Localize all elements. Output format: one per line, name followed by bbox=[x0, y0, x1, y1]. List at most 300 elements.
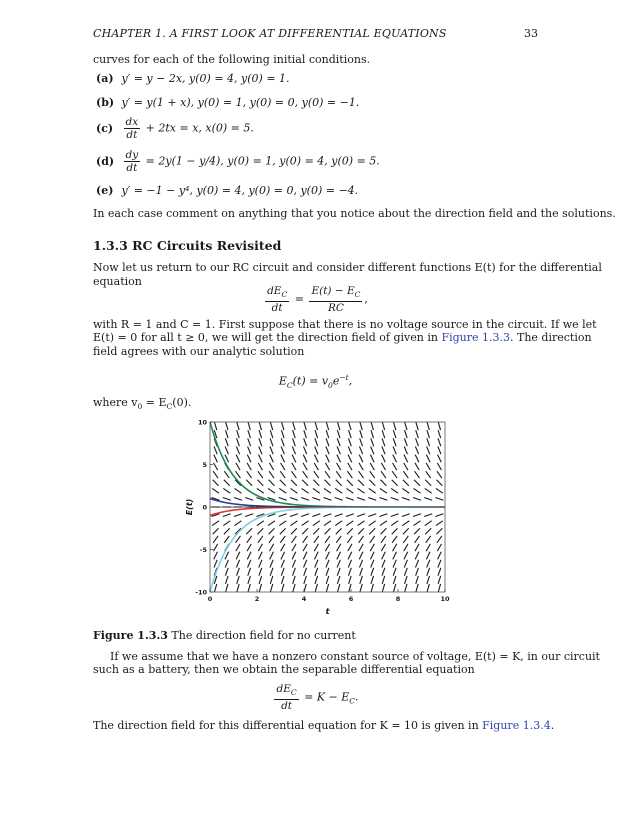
field-arrow bbox=[214, 552, 218, 560]
field-arrow bbox=[214, 455, 218, 463]
field-arrow bbox=[301, 498, 309, 501]
field-arrow bbox=[438, 552, 442, 560]
field-arrow bbox=[379, 498, 387, 501]
paragraph-line: E(t) = 0 for all t ≥ 0, we will get the direction field of given in Figure 1.3.3. The direction bbox=[93, 331, 592, 344]
field-arrow bbox=[369, 488, 376, 493]
exercise-text: y′ = y − 2x, y(0) = 4, y(0) = 1. bbox=[121, 72, 290, 85]
field-arrow bbox=[393, 584, 395, 592]
field-arrow bbox=[292, 552, 296, 560]
field-arrow bbox=[404, 455, 408, 463]
field-arrow bbox=[279, 498, 287, 501]
field-arrow bbox=[415, 552, 419, 560]
field-arrow bbox=[223, 488, 230, 493]
field-arrow bbox=[414, 521, 421, 526]
field-arrow bbox=[248, 438, 251, 446]
field-arrow bbox=[304, 576, 307, 584]
exercise-label: (b) bbox=[96, 96, 115, 109]
field-arrow bbox=[427, 446, 430, 454]
field-arrow bbox=[303, 544, 307, 551]
field-arrow bbox=[302, 480, 308, 486]
paragraph-line: If we assume that we have a nonzero constant source of voltage, E(t) = K, in our circuit bbox=[110, 650, 600, 663]
field-arrow bbox=[292, 568, 295, 576]
field-arrow bbox=[312, 498, 320, 501]
field-arrow bbox=[246, 480, 252, 486]
field-arrow bbox=[337, 576, 340, 584]
field-arrow bbox=[382, 446, 385, 454]
field-arrow bbox=[371, 576, 374, 584]
field-arrow bbox=[435, 498, 443, 501]
field-arrow bbox=[212, 521, 219, 526]
field-arrow bbox=[415, 560, 418, 568]
field-arrow bbox=[337, 446, 340, 454]
field-arrow bbox=[368, 514, 376, 517]
field-arrow bbox=[425, 521, 432, 526]
field-arrow bbox=[224, 528, 230, 534]
field-arrow bbox=[258, 463, 262, 470]
fraction-denominator: dt bbox=[126, 162, 138, 174]
field-arrow bbox=[371, 568, 374, 576]
field-arrow bbox=[293, 584, 295, 592]
field-arrow bbox=[348, 463, 352, 470]
field-arrow bbox=[237, 430, 240, 438]
field-arrow bbox=[369, 480, 375, 486]
x-tick-label: 6 bbox=[348, 595, 354, 603]
field-arrow bbox=[402, 514, 410, 517]
field-arrow bbox=[437, 471, 442, 478]
field-arrow bbox=[404, 544, 408, 551]
field-arrow bbox=[425, 480, 431, 486]
field-arrow bbox=[393, 576, 396, 584]
field-arrow bbox=[337, 463, 341, 470]
field-arrow bbox=[357, 514, 365, 517]
field-arrow bbox=[223, 498, 231, 501]
field-arrow bbox=[281, 463, 285, 470]
field-arrow bbox=[427, 422, 429, 430]
field-arrow bbox=[360, 430, 363, 438]
field-arrow bbox=[258, 471, 263, 478]
exercise-text: y′ = −1 − y⁴, y(0) = 4, y(0) = 0, y(0) = −4. bbox=[121, 184, 359, 197]
field-arrow bbox=[359, 455, 363, 463]
field-arrow bbox=[348, 552, 352, 560]
field-arrow bbox=[393, 422, 395, 430]
field-arrow bbox=[425, 488, 432, 493]
field-arrow bbox=[225, 438, 228, 446]
y-tick-label: -5 bbox=[199, 545, 207, 554]
field-arrow bbox=[371, 584, 373, 592]
field-arrow bbox=[236, 544, 240, 551]
field-arrow bbox=[325, 544, 329, 551]
field-arrow bbox=[438, 422, 440, 430]
y-tick-label: -10 bbox=[195, 588, 207, 597]
field-arrow bbox=[235, 488, 242, 493]
field-arrow bbox=[325, 528, 331, 534]
field-arrow bbox=[213, 480, 219, 486]
field-arrow bbox=[370, 536, 375, 543]
field-arrow bbox=[281, 438, 284, 446]
field-arrow bbox=[248, 422, 250, 430]
field-arrow bbox=[225, 430, 228, 438]
field-arrow bbox=[326, 430, 329, 438]
field-arrow bbox=[236, 560, 239, 568]
field-arrow bbox=[259, 552, 263, 560]
field-arrow bbox=[248, 584, 250, 592]
field-arrow bbox=[280, 480, 286, 486]
field-arrow bbox=[247, 471, 252, 478]
x-tick-label: 10 bbox=[440, 595, 450, 603]
field-arrow bbox=[270, 446, 273, 454]
field-arrow bbox=[325, 480, 331, 486]
field-arrow bbox=[303, 455, 307, 463]
field-arrow bbox=[370, 455, 374, 463]
field-arrow bbox=[404, 438, 407, 446]
field-arrow bbox=[358, 521, 365, 526]
field-arrow bbox=[391, 521, 398, 526]
field-arrow bbox=[404, 552, 408, 560]
field-arrow bbox=[304, 438, 307, 446]
paragraph-line: with R = 1 and C = 1. First suppose that there is no voltage source in the circuit. If we let bbox=[93, 318, 597, 331]
field-arrow bbox=[304, 560, 307, 568]
field-arrow bbox=[292, 560, 295, 568]
field-arrow bbox=[337, 560, 340, 568]
field-arrow bbox=[312, 514, 320, 517]
field-arrow bbox=[382, 576, 385, 584]
field-arrow bbox=[369, 528, 375, 534]
fraction-numerator: $E(t) - E_C$ bbox=[309, 285, 362, 302]
field-arrow bbox=[213, 536, 218, 543]
field-arrow bbox=[436, 528, 442, 534]
field-arrow bbox=[381, 536, 386, 543]
field-arrow bbox=[292, 544, 296, 551]
field-arrow bbox=[382, 560, 385, 568]
field-arrow bbox=[314, 471, 319, 478]
field-arrow bbox=[371, 560, 374, 568]
field-arrow bbox=[349, 422, 351, 430]
field-arrow bbox=[380, 521, 387, 526]
field-arrow bbox=[427, 438, 430, 446]
field-arrow bbox=[348, 446, 351, 454]
field-arrow bbox=[234, 498, 242, 501]
field-arrow bbox=[237, 568, 240, 576]
fraction bbox=[124, 149, 141, 174]
field-arrow bbox=[438, 576, 441, 584]
field-arrow bbox=[426, 455, 430, 463]
fraction-numerator: dx bbox=[125, 116, 139, 128]
field-arrow bbox=[337, 430, 340, 438]
y-axis-label: E(t) bbox=[185, 498, 194, 516]
field-arrow bbox=[313, 521, 320, 526]
field-arrow bbox=[304, 430, 307, 438]
field-arrow bbox=[247, 544, 251, 551]
field-arrow bbox=[405, 576, 408, 584]
field-arrow bbox=[348, 438, 351, 446]
field-arrow bbox=[248, 568, 251, 576]
field-arrow bbox=[324, 514, 332, 517]
field-arrow bbox=[214, 560, 217, 568]
exercise-c bbox=[96, 116, 254, 141]
field-arrow bbox=[270, 584, 272, 592]
field-arrow bbox=[234, 514, 242, 517]
field-arrow bbox=[382, 584, 384, 592]
field-arrow bbox=[282, 422, 284, 430]
field-arrow bbox=[382, 422, 384, 430]
caption-text: The direction field for no current bbox=[171, 629, 356, 642]
field-arrow bbox=[236, 463, 240, 470]
field-arrow bbox=[438, 568, 441, 576]
field-arrow bbox=[325, 463, 329, 470]
field-arrow bbox=[402, 498, 410, 501]
field-arrow bbox=[245, 498, 253, 501]
field-arrow bbox=[290, 498, 298, 501]
field-arrow bbox=[290, 521, 297, 526]
field-arrow bbox=[293, 576, 296, 584]
field-arrow bbox=[313, 480, 319, 486]
field-arrow bbox=[335, 488, 342, 493]
field-arrow bbox=[393, 552, 397, 560]
field-arrow bbox=[281, 446, 284, 454]
field-arrow bbox=[358, 488, 365, 493]
equation-battery: $\frac{dE_C}{dt}$ = $K - E_C$. bbox=[276, 683, 359, 713]
field-arrow bbox=[381, 463, 385, 470]
field-arrow bbox=[291, 536, 296, 543]
field-arrow bbox=[292, 446, 295, 454]
field-arrow bbox=[426, 552, 430, 560]
field-arrow bbox=[368, 498, 376, 501]
exercise-text: + 2tx = x, x(0) = 5. bbox=[145, 121, 254, 135]
field-arrow bbox=[335, 521, 342, 526]
field-arrow bbox=[416, 584, 418, 592]
field-arrow bbox=[303, 536, 308, 543]
field-arrow bbox=[371, 422, 373, 430]
field-arrow bbox=[379, 514, 387, 517]
field-arrow bbox=[436, 521, 443, 526]
field-arrow bbox=[349, 576, 352, 584]
field-arrow bbox=[248, 560, 251, 568]
field-arrow bbox=[281, 430, 284, 438]
field-arrow bbox=[416, 422, 418, 430]
field-arrow bbox=[382, 430, 385, 438]
field-arrow bbox=[248, 430, 251, 438]
field-arrow bbox=[326, 455, 330, 463]
fraction-numerator: $dE_C$ bbox=[265, 285, 289, 302]
field-arrow bbox=[303, 471, 308, 478]
field-arrow bbox=[347, 528, 353, 534]
field-arrow bbox=[292, 463, 296, 470]
field-arrow bbox=[438, 584, 440, 592]
field-arrow bbox=[360, 584, 362, 592]
field-arrow bbox=[438, 430, 441, 438]
field-arrow bbox=[214, 422, 216, 430]
exercise-label: (c) bbox=[96, 121, 114, 135]
field-arrow bbox=[438, 446, 441, 454]
field-arrow bbox=[392, 536, 397, 543]
field-arrow bbox=[247, 536, 252, 543]
field-arrow bbox=[360, 576, 363, 584]
field-arrow bbox=[247, 552, 251, 560]
field-arrow bbox=[336, 471, 341, 478]
field-arrow bbox=[258, 544, 262, 551]
field-arrow bbox=[326, 446, 329, 454]
field-arrow bbox=[269, 528, 275, 534]
field-arrow bbox=[415, 455, 419, 463]
field-arrow bbox=[415, 446, 418, 454]
comment-line: In each case comment on anything that you notice about the direction field and the solutions. bbox=[93, 207, 616, 220]
field-arrow bbox=[259, 568, 262, 576]
field-arrow bbox=[290, 514, 298, 517]
field-arrow bbox=[226, 584, 228, 592]
field-arrow bbox=[302, 488, 309, 493]
field-arrow bbox=[304, 446, 307, 454]
field-arrow bbox=[359, 463, 363, 470]
field-arrow bbox=[281, 544, 285, 551]
field-arrow bbox=[282, 584, 284, 592]
field-arrow bbox=[393, 438, 396, 446]
paragraph-line: equation bbox=[93, 275, 142, 288]
field-arrow bbox=[302, 528, 308, 534]
field-arrow bbox=[403, 471, 408, 478]
field-arrow bbox=[426, 463, 430, 470]
field-arrow bbox=[336, 528, 342, 534]
equation-rc: $\frac{dE_C}{dt}$ = $\frac{E(t) - E_C}{RC}$ , bbox=[267, 285, 368, 315]
field-arrow bbox=[259, 422, 261, 430]
section-title: 1.3.3 RC Circuits Revisited bbox=[93, 238, 282, 253]
field-arrow bbox=[414, 480, 420, 486]
field-arrow bbox=[236, 446, 239, 454]
field-arrow bbox=[314, 463, 318, 470]
field-arrow bbox=[359, 560, 362, 568]
field-arrow bbox=[360, 568, 363, 576]
field-arrow bbox=[415, 536, 420, 543]
field-arrow bbox=[291, 471, 296, 478]
field-arrow bbox=[424, 498, 432, 501]
field-arrow bbox=[225, 552, 229, 560]
field-arrow bbox=[225, 455, 229, 463]
field-arrow bbox=[281, 560, 284, 568]
field-arrow bbox=[393, 446, 396, 454]
chart-axes bbox=[185, 418, 450, 616]
field-arrow bbox=[315, 576, 318, 584]
field-arrow bbox=[415, 463, 419, 470]
field-arrow bbox=[347, 480, 353, 486]
field-arrow bbox=[324, 498, 332, 501]
field-arrow bbox=[382, 552, 386, 560]
where-line: where $v_0 = E_C(0)$. bbox=[93, 396, 192, 412]
field-arrow bbox=[223, 521, 230, 526]
field-arrow bbox=[235, 521, 242, 526]
field-arrow bbox=[371, 438, 374, 446]
field-arrow bbox=[293, 422, 295, 430]
field-arrow bbox=[326, 438, 329, 446]
field-arrow bbox=[247, 455, 251, 463]
field-arrow bbox=[369, 521, 376, 526]
field-arrow bbox=[303, 463, 307, 470]
exercise-label: (e) bbox=[96, 184, 114, 197]
field-arrow bbox=[403, 528, 409, 534]
field-arrow bbox=[269, 544, 273, 551]
field-arrow bbox=[427, 430, 430, 438]
field-arrow bbox=[257, 488, 264, 493]
field-arrow bbox=[280, 528, 286, 534]
figure-caption bbox=[93, 629, 356, 643]
field-arrow bbox=[315, 568, 318, 576]
field-arrow bbox=[259, 576, 262, 584]
field-arrow bbox=[382, 438, 385, 446]
field-arrow bbox=[370, 544, 374, 551]
field-arrow bbox=[402, 521, 409, 526]
field-arrow bbox=[438, 560, 441, 568]
field-arrow bbox=[335, 514, 343, 517]
field-arrow bbox=[426, 471, 431, 478]
field-arrow bbox=[381, 471, 386, 478]
field-arrow bbox=[257, 521, 264, 526]
exercise-text: = 2y(1 − y/4), y(0) = 1, y(0) = 4, y(0) = 5. bbox=[145, 154, 380, 168]
field-arrow bbox=[393, 430, 396, 438]
y-tick-label: 10 bbox=[197, 418, 207, 427]
field-arrow bbox=[415, 544, 419, 551]
field-arrow bbox=[326, 584, 328, 592]
field-arrow bbox=[315, 422, 317, 430]
field-arrow bbox=[346, 521, 353, 526]
field-arrow bbox=[314, 552, 318, 560]
field-arrow bbox=[405, 584, 407, 592]
field-arrow bbox=[224, 536, 229, 543]
field-arrow bbox=[414, 488, 421, 493]
field-arrow bbox=[270, 455, 274, 463]
field-arrow bbox=[315, 560, 318, 568]
field-arrow bbox=[270, 568, 273, 576]
field-arrow bbox=[393, 544, 397, 551]
field-arrow bbox=[270, 430, 273, 438]
figure-link[interactable]: Figure 1.3.4 bbox=[482, 719, 551, 732]
field-arrow bbox=[404, 560, 407, 568]
field-arrow bbox=[349, 430, 352, 438]
field-arrow bbox=[326, 422, 328, 430]
field-arrow bbox=[225, 576, 228, 584]
field-arrow bbox=[414, 528, 420, 534]
field-arrow bbox=[258, 536, 263, 543]
field-arrow bbox=[402, 488, 409, 493]
field-arrow bbox=[268, 521, 275, 526]
field-arrow bbox=[437, 536, 442, 543]
field-arrow bbox=[259, 560, 262, 568]
field-arrow bbox=[245, 514, 253, 517]
field-arrow bbox=[279, 521, 286, 526]
field-arrow bbox=[326, 576, 329, 584]
figure-link[interactable]: Figure 1.3.3 bbox=[441, 331, 510, 344]
field-arrow bbox=[279, 514, 287, 517]
field-arrow bbox=[438, 455, 442, 463]
field-arrow bbox=[292, 455, 296, 463]
field-arrow bbox=[259, 455, 263, 463]
field-arrow bbox=[358, 528, 364, 534]
field-arrow bbox=[392, 528, 398, 534]
field-arrow bbox=[248, 576, 251, 584]
field-arrow bbox=[236, 455, 240, 463]
field-arrow bbox=[336, 480, 342, 486]
field-arrow bbox=[213, 544, 217, 551]
field-arrow bbox=[269, 463, 273, 470]
field-arrow bbox=[213, 471, 218, 478]
field-arrow bbox=[291, 528, 297, 534]
field-arrow bbox=[404, 446, 407, 454]
field-arrow bbox=[225, 560, 228, 568]
paragraph-line: such as a battery, then we obtain the separable differential equation bbox=[93, 663, 475, 676]
fraction-denominator: RC bbox=[327, 302, 344, 315]
field-arrow bbox=[214, 446, 217, 454]
field-arrow bbox=[270, 422, 272, 430]
field-arrow bbox=[335, 498, 343, 501]
field-arrow bbox=[403, 480, 409, 486]
exercise-e bbox=[96, 184, 358, 198]
